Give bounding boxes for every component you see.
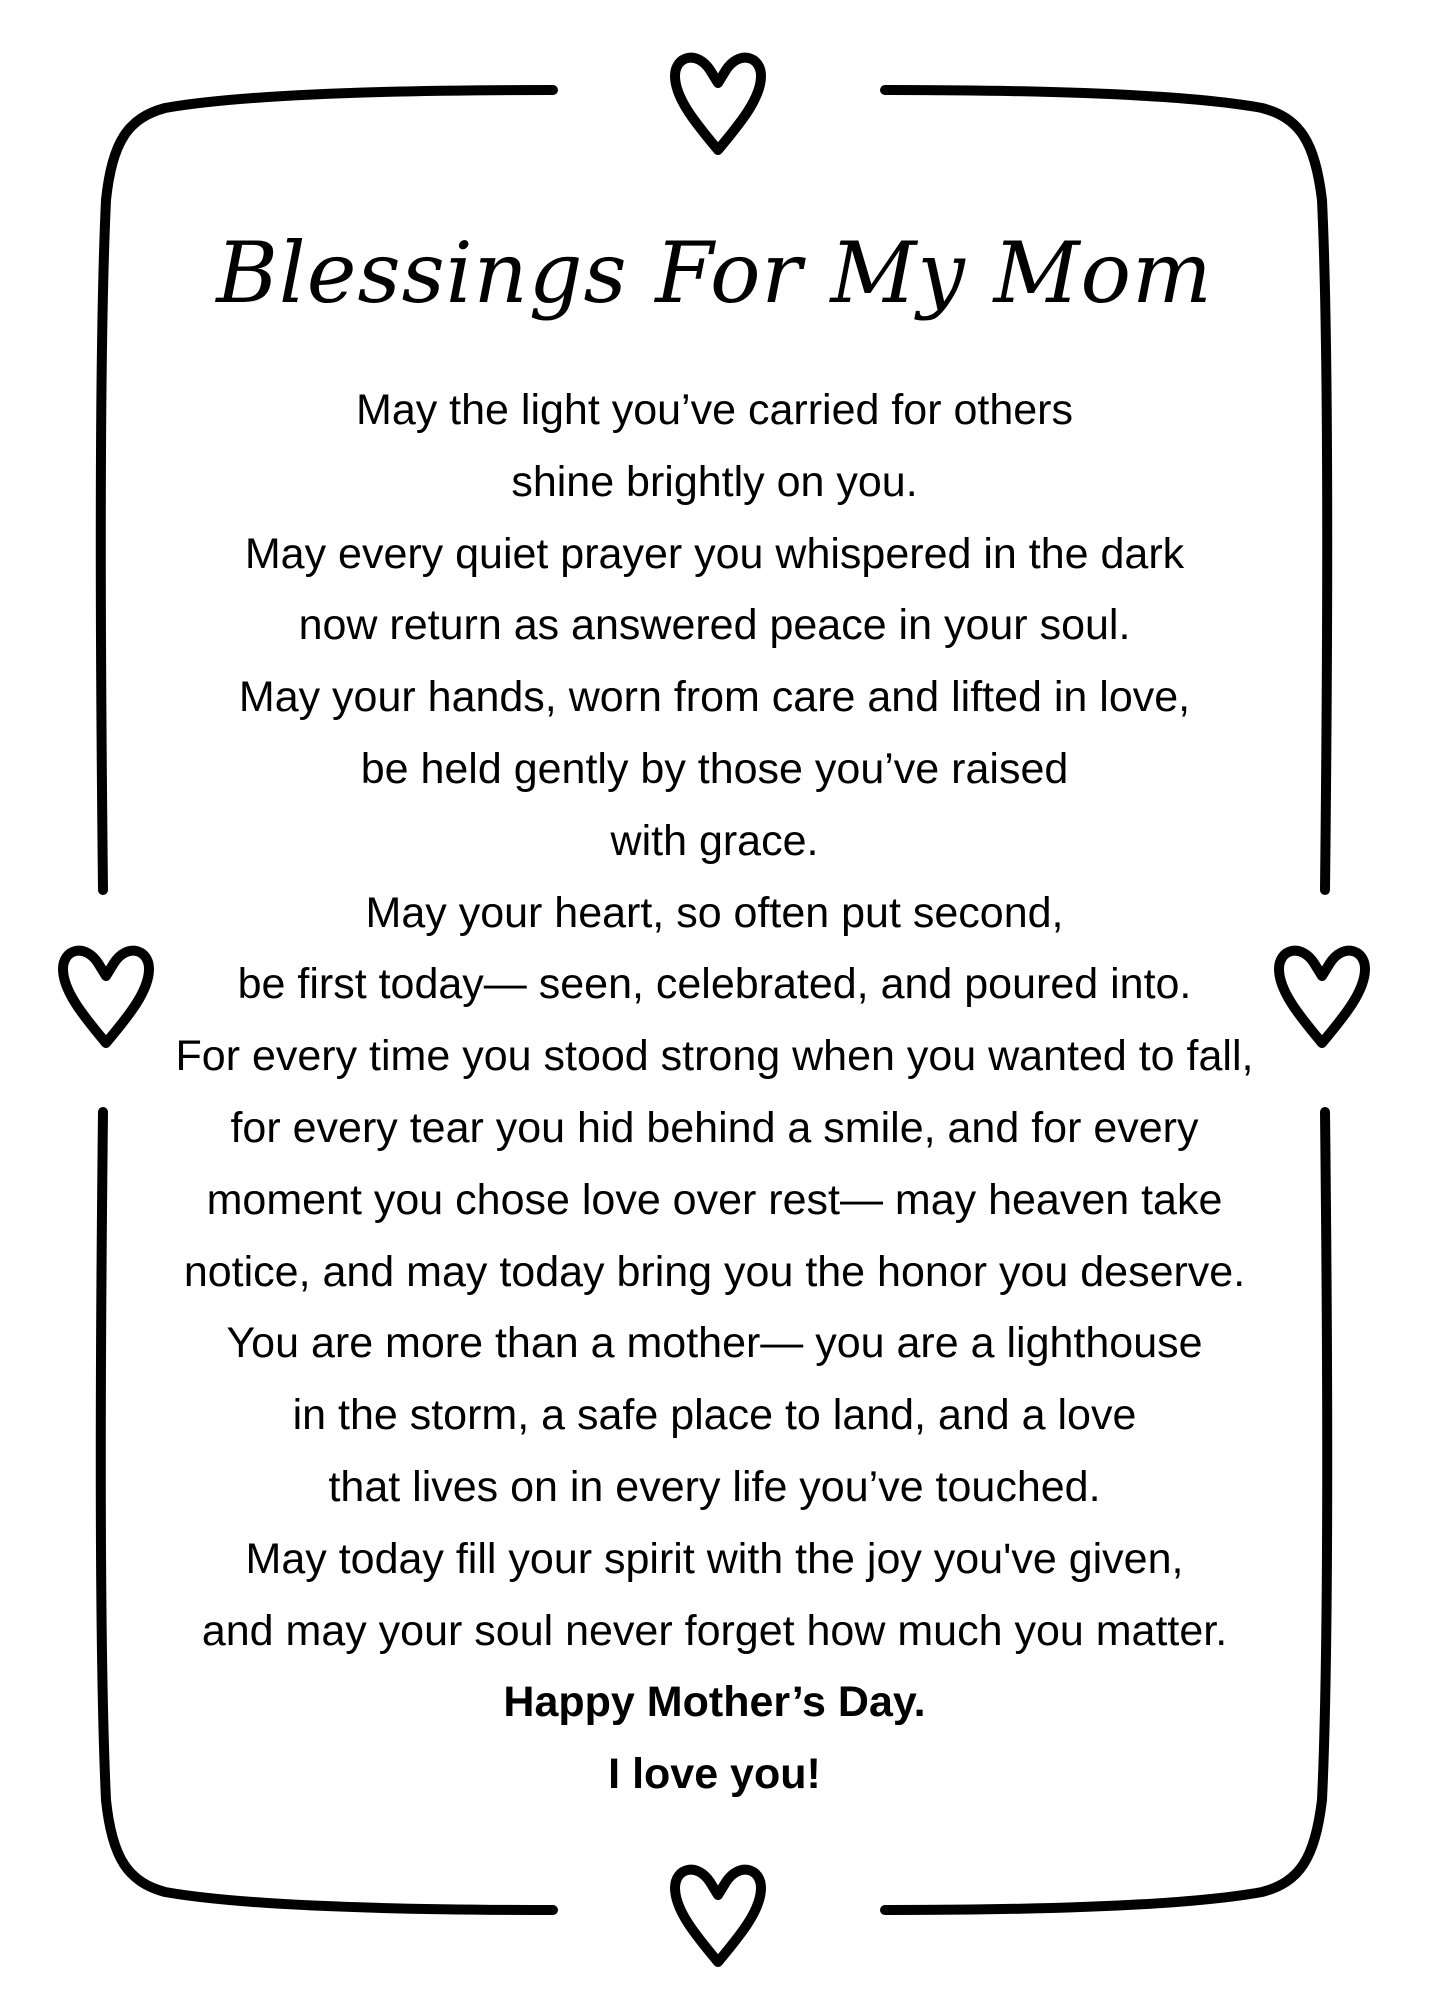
poem-line: shine brightly on you. (511, 457, 918, 506)
poem-line: be held gently by those you’ve raised (360, 744, 1069, 793)
poem-line: with grace. (610, 816, 819, 865)
poem-line: for every tear you hid behind a smile, and for every (230, 1103, 1199, 1152)
poem-line: notice, and may today bring you the honor you deserve. (183, 1247, 1246, 1296)
poem-line: in the storm, a safe place to land, and a love (292, 1391, 1137, 1440)
poem-line: now return as answered peace in your soul. (298, 601, 1131, 650)
poem-line: May every quiet prayer you whispered in the dark (244, 529, 1185, 578)
poem-line: May the light you’ve carried for others (356, 386, 1073, 434)
heart-icon (675, 1870, 761, 1962)
heart-icon (675, 58, 761, 150)
poem-line: For every time you stood strong when you wanted to fall, (175, 1032, 1254, 1081)
poem-line: May your hands, worn from care and lifted in love, (238, 673, 1191, 722)
poem-line: You are more than a mother— you are a lighthouse (226, 1319, 1203, 1368)
poem-line: and may your soul never forget how much you matter. (201, 1606, 1228, 1655)
closing-greeting: Happy Mother’s Day. (503, 1678, 926, 1727)
poem-line: moment you chose love over rest— may heaven take (206, 1175, 1223, 1224)
card-title: Blessings For My Mom (216, 224, 1213, 322)
poem-line: that lives on in every life you’ve touched. (328, 1462, 1101, 1511)
poem-line: be first today— seen, celebrated, and poured into. (237, 960, 1192, 1009)
poem-line: May today fill your spirit with the joy you've given, (245, 1534, 1184, 1583)
poem-line: May your heart, so often put second, (365, 888, 1064, 937)
closing-love-note: I love you! (608, 1750, 821, 1799)
poem-body (0, 375, 1429, 1811)
